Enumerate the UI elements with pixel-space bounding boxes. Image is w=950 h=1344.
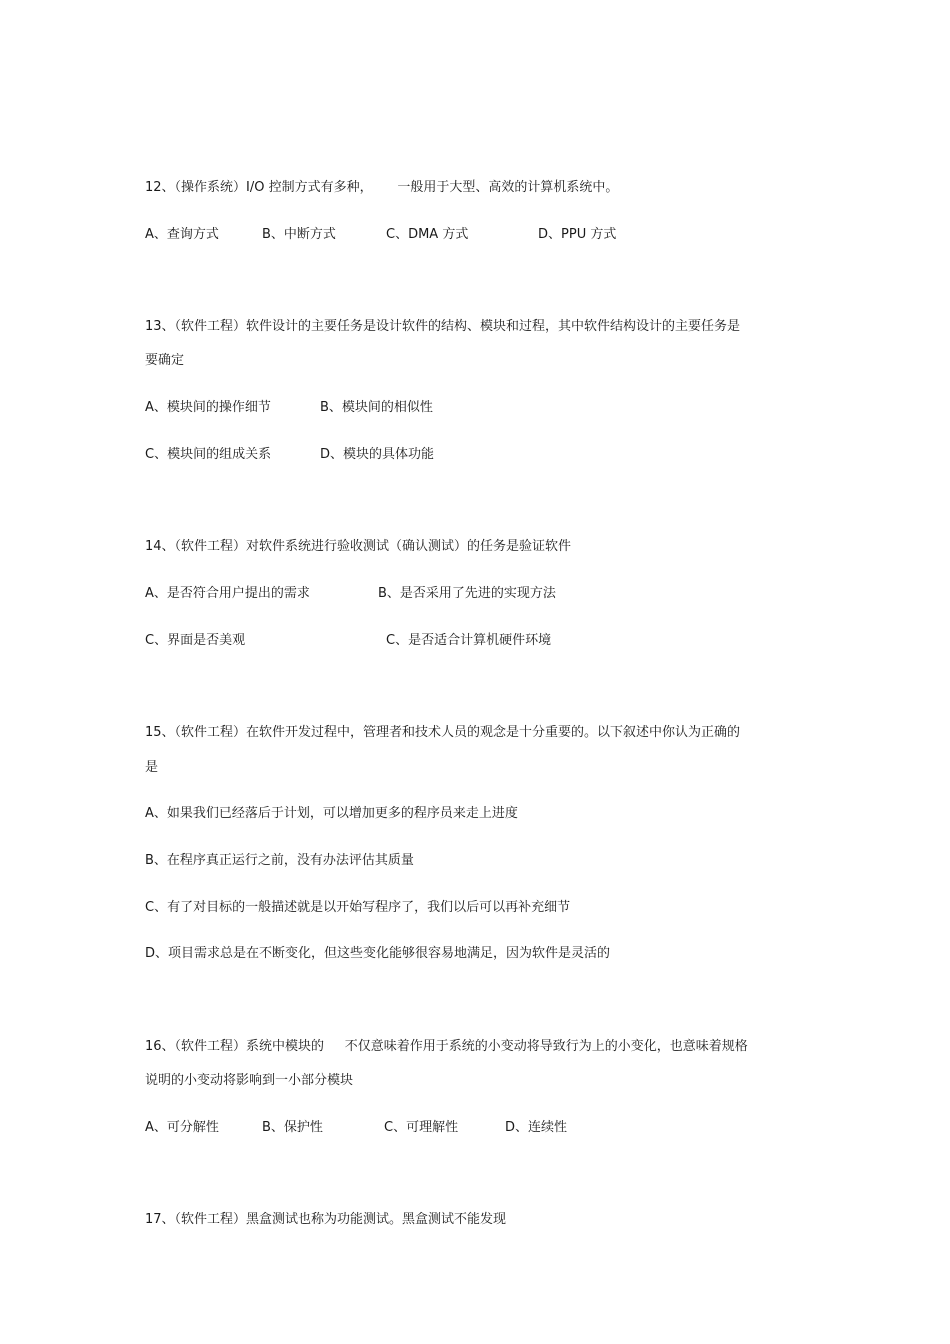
option-a: A、查询方式 [145,227,219,242]
option-a: A、模块间的操作细节 [145,400,271,415]
option-b: B、在程序真正运行之前，没有办法评估其质量 [145,853,414,868]
option-c-second: C、是否适合计算机硬件环境 [386,633,552,648]
option-b: B、保护性 [262,1120,323,1135]
option-a: A、是否符合用户提出的需求 [145,586,310,601]
option-c: C、模块间的组成关系 [145,447,272,462]
option-b: B、模块间的相似性 [320,400,433,415]
question-14-stem: 14、（软件工程）对软件系统进行验收测试（确认测试）的任务是验证软件 [145,539,572,554]
question-12-stem: 12、（操作系统）I/O 控制方式有多种， 一般用于大型、高效的计算机系统中。 [145,180,619,195]
option-a: A、如果我们已经落后于计划，可以增加更多的程序员来走上进度 [145,806,518,821]
option-b: B、中断方式 [262,227,336,242]
option-c: C、DMA 方式 [386,227,469,242]
option-a: A、可分解性 [145,1120,219,1135]
question-13-stem-line-2: 要确定 [145,353,185,368]
option-c: C、有了对目标的一般描述就是以开始写程序了，我们以后可以再补充细节 [145,900,571,915]
option-d: D、模块的具体功能 [320,447,435,462]
option-b: B、是否采用了先进的实现方法 [378,586,556,601]
question-16-stem-line-2: 说明的小变动将影响到一小部分模块 [145,1073,354,1088]
question-16-stem-line-1: 16、（软件工程）系统中模块的 不仅意味着作用于系统的小变动将导致行为上的小变化，也意味着规格 [145,1039,748,1054]
question-15-stem-line-1: 15、（软件工程）在软件开发过程中，管理者和技术人员的观念是十分重要的。以下叙述中你认为正确的 [145,725,741,740]
option-d: D、项目需求总是在不断变化，但这些变化能够很容易地满足，因为软件是灵活的 [145,946,611,961]
option-d: D、连续性 [505,1120,568,1135]
question-17-stem: 17、（软件工程）黑盒测试也称为功能测试。黑盒测试不能发现 [145,1212,507,1227]
question-15-stem-line-2: 是 [145,760,159,775]
question-13-stem-line-1: 13、（软件工程）软件设计的主要任务是设计软件的结构、模块和过程，其中软件结构设计的主要任务是 [145,319,741,334]
option-c: C、界面是否美观 [145,633,246,648]
option-d: D、PPU 方式 [538,227,617,242]
option-c: C、可理解性 [384,1120,459,1135]
